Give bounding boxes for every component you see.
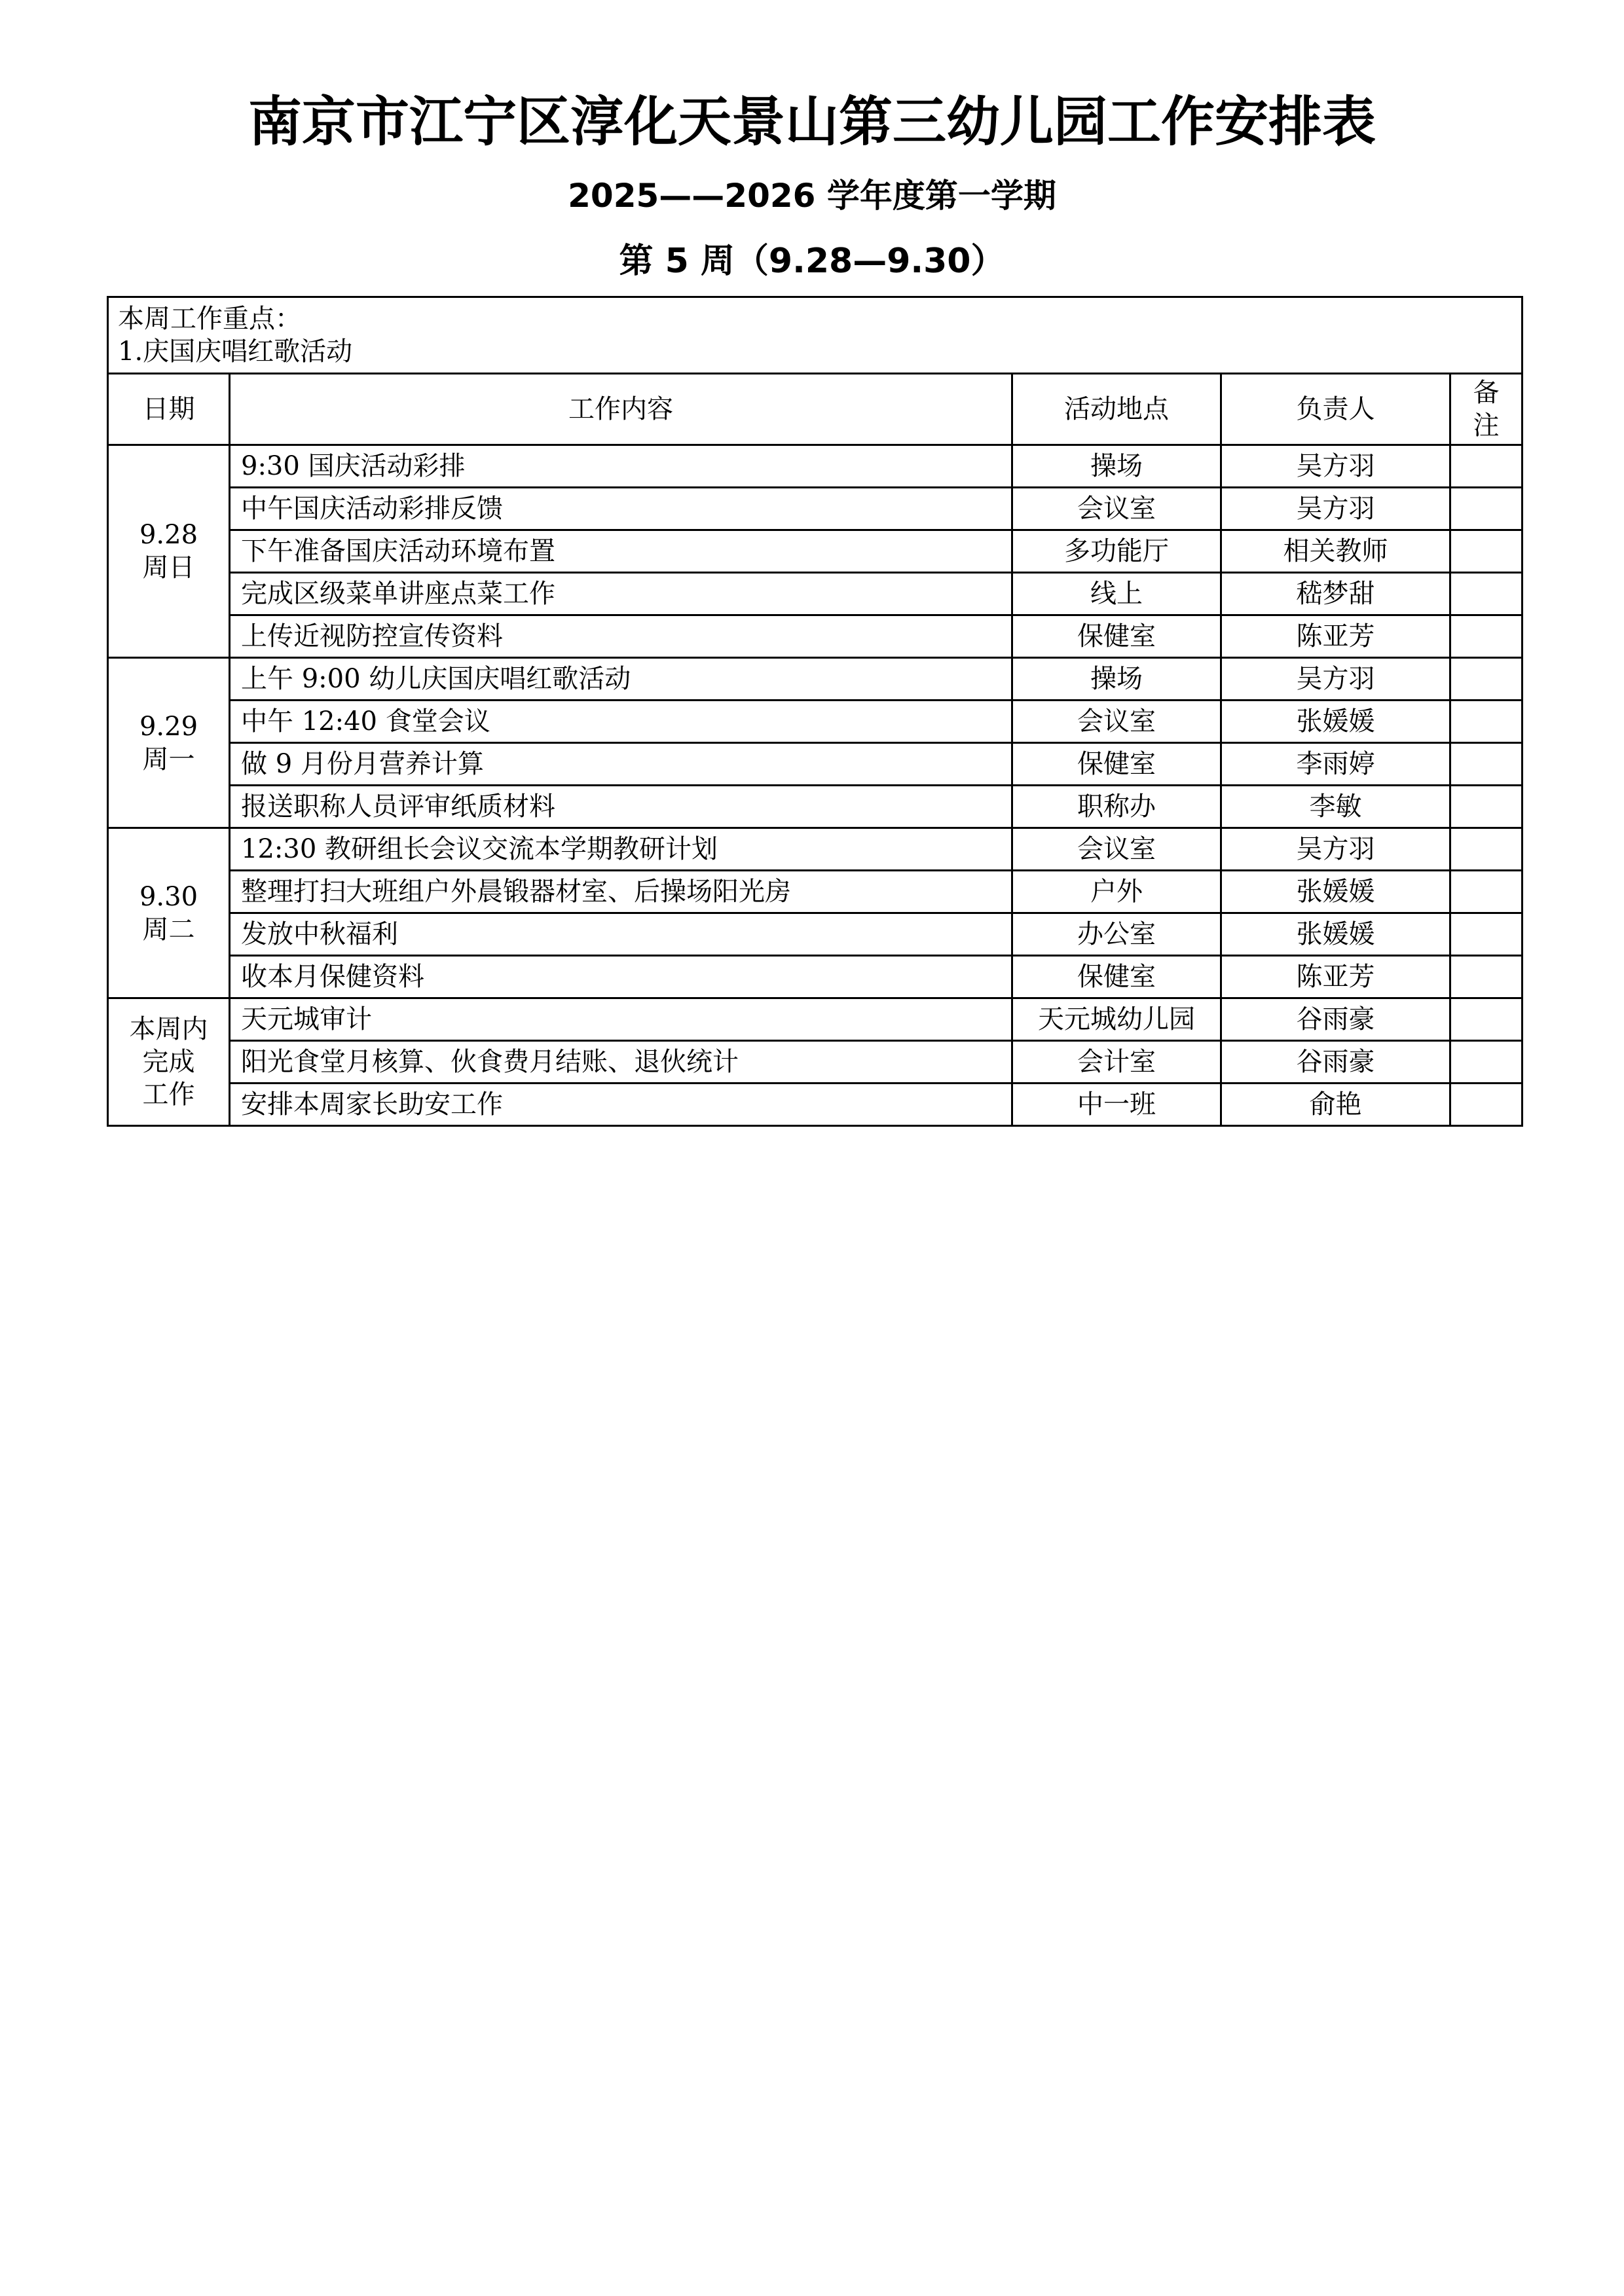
task-owner: 吴方羽	[1221, 658, 1450, 701]
task-remark	[1450, 573, 1522, 615]
week-tasks-label-line: 完成	[142, 1047, 195, 1077]
weekday-value: 周二	[142, 914, 195, 945]
task-owner: 张媛媛	[1221, 701, 1450, 743]
semester-subtitle: 2025——2026 学年度第一学期	[568, 177, 1056, 215]
task-owner: 陈亚芳	[1221, 615, 1450, 658]
task-content: 报送职称人员评审纸质材料	[230, 786, 1012, 828]
task-location: 户外	[1012, 871, 1221, 913]
task-content: 12:30 教研组长会议交流本学期教研计划	[230, 828, 1012, 871]
task-content: 完成区级菜单讲座点菜工作	[230, 573, 1012, 615]
remark-header-line: 备	[1473, 378, 1500, 408]
task-remark	[1450, 998, 1522, 1041]
focus-row	[108, 297, 1522, 374]
focus-item: 1.庆国庆唱红歌活动	[118, 337, 353, 367]
task-owner: 吴方羽	[1221, 445, 1450, 488]
task-location: 线上	[1012, 573, 1221, 615]
task-remark	[1450, 871, 1522, 913]
task-location: 中一班	[1012, 1084, 1221, 1126]
remark-header-line: 注	[1473, 410, 1500, 441]
task-remark	[1450, 701, 1522, 743]
task-content: 安排本周家长助安工作	[230, 1084, 1012, 1126]
table-row	[108, 658, 1522, 701]
task-owner: 李雨婷	[1221, 743, 1450, 786]
task-location: 会议室	[1012, 828, 1221, 871]
date-value: 9.30	[139, 881, 198, 912]
task-owner: 吴方羽	[1221, 488, 1450, 530]
task-content: 天元城审计	[230, 998, 1012, 1041]
table-row	[108, 871, 1522, 913]
table-row	[108, 956, 1522, 998]
column-header-date: 日期	[108, 374, 230, 445]
task-remark	[1450, 615, 1522, 658]
column-header-content: 工作内容	[230, 374, 1012, 445]
task-content: 阳光食堂月核算、伙食费月结账、退伙统计	[230, 1041, 1012, 1084]
table-row	[108, 530, 1522, 573]
task-remark	[1450, 913, 1522, 956]
task-owner: 李敏	[1221, 786, 1450, 828]
task-location: 会计室	[1012, 1041, 1221, 1084]
table-row	[108, 701, 1522, 743]
week-tasks-label	[108, 998, 230, 1126]
task-location: 操场	[1012, 658, 1221, 701]
table-row	[108, 573, 1522, 615]
task-location: 会议室	[1012, 701, 1221, 743]
task-remark	[1450, 658, 1522, 701]
date-value: 9.29	[139, 711, 198, 742]
task-content: 整理打扫大班组户外晨锻器材室、后操场阳光房	[230, 871, 1012, 913]
task-owner: 谷雨豪	[1221, 998, 1450, 1041]
task-location: 天元城幼儿园	[1012, 998, 1221, 1041]
task-remark	[1450, 956, 1522, 998]
weekday-value: 周一	[142, 744, 195, 774]
task-content: 发放中秋福利	[230, 913, 1012, 956]
task-location: 会议室	[1012, 488, 1221, 530]
task-location: 保健室	[1012, 743, 1221, 786]
task-location: 保健室	[1012, 615, 1221, 658]
weekday-value: 周日	[142, 553, 195, 583]
week-tasks-label-line: 本周内	[129, 1014, 208, 1044]
task-location: 职称办	[1012, 786, 1221, 828]
week-range: 第 5 周（9.28—9.30）	[619, 242, 1005, 281]
task-remark	[1450, 743, 1522, 786]
week-tasks-label-line: 工作	[142, 1080, 195, 1110]
task-content: 中午国庆活动彩排反馈	[230, 488, 1012, 530]
task-remark	[1450, 488, 1522, 530]
table-row	[108, 743, 1522, 786]
task-owner: 张媛媛	[1221, 871, 1450, 913]
task-owner: 俞艳	[1221, 1084, 1450, 1126]
task-remark	[1450, 530, 1522, 573]
task-location: 操场	[1012, 445, 1221, 488]
task-content: 9:30 国庆活动彩排	[230, 445, 1012, 488]
task-location: 保健室	[1012, 956, 1221, 998]
schedule-table	[107, 296, 1523, 1127]
date-cell	[108, 828, 230, 998]
task-owner: 相关教师	[1221, 530, 1450, 573]
date-cell	[108, 658, 230, 828]
task-location: 多功能厅	[1012, 530, 1221, 573]
task-content: 下午准备国庆活动环境布置	[230, 530, 1012, 573]
task-owner: 吴方羽	[1221, 828, 1450, 871]
page-title: 南京市江宁区淳化天景山第三幼儿园工作安排表	[248, 91, 1376, 153]
table-row	[108, 828, 1522, 871]
table-row	[108, 1041, 1522, 1084]
weekly-focus	[108, 297, 1522, 374]
task-remark	[1450, 1084, 1522, 1126]
task-remark	[1450, 828, 1522, 871]
task-location: 办公室	[1012, 913, 1221, 956]
task-owner: 嵇梦甜	[1221, 573, 1450, 615]
task-owner: 陈亚芳	[1221, 956, 1450, 998]
task-content: 收本月保健资料	[230, 956, 1012, 998]
column-header-owner: 负责人	[1221, 374, 1450, 445]
task-owner: 张媛媛	[1221, 913, 1450, 956]
table-row	[108, 786, 1522, 828]
task-remark	[1450, 786, 1522, 828]
date-cell	[108, 445, 230, 658]
table-row	[108, 1084, 1522, 1126]
table-row	[108, 445, 1522, 488]
table-row	[108, 615, 1522, 658]
task-remark	[1450, 1041, 1522, 1084]
column-header-location: 活动地点	[1012, 374, 1221, 445]
focus-label: 本周工作重点：	[118, 304, 301, 334]
table-row	[108, 913, 1522, 956]
task-remark	[1450, 445, 1522, 488]
task-content: 上午 9:00 幼儿庆国庆唱红歌活动	[230, 658, 1012, 701]
table-row	[108, 998, 1522, 1041]
task-owner: 谷雨豪	[1221, 1041, 1450, 1084]
task-content: 上传近视防控宣传资料	[230, 615, 1012, 658]
column-header-row	[108, 374, 1522, 445]
column-header-remark	[1450, 374, 1522, 445]
date-value: 9.28	[139, 520, 198, 550]
table-row	[108, 488, 1522, 530]
task-content: 中午 12:40 食堂会议	[230, 701, 1012, 743]
task-content: 做 9 月份月营养计算	[230, 743, 1012, 786]
